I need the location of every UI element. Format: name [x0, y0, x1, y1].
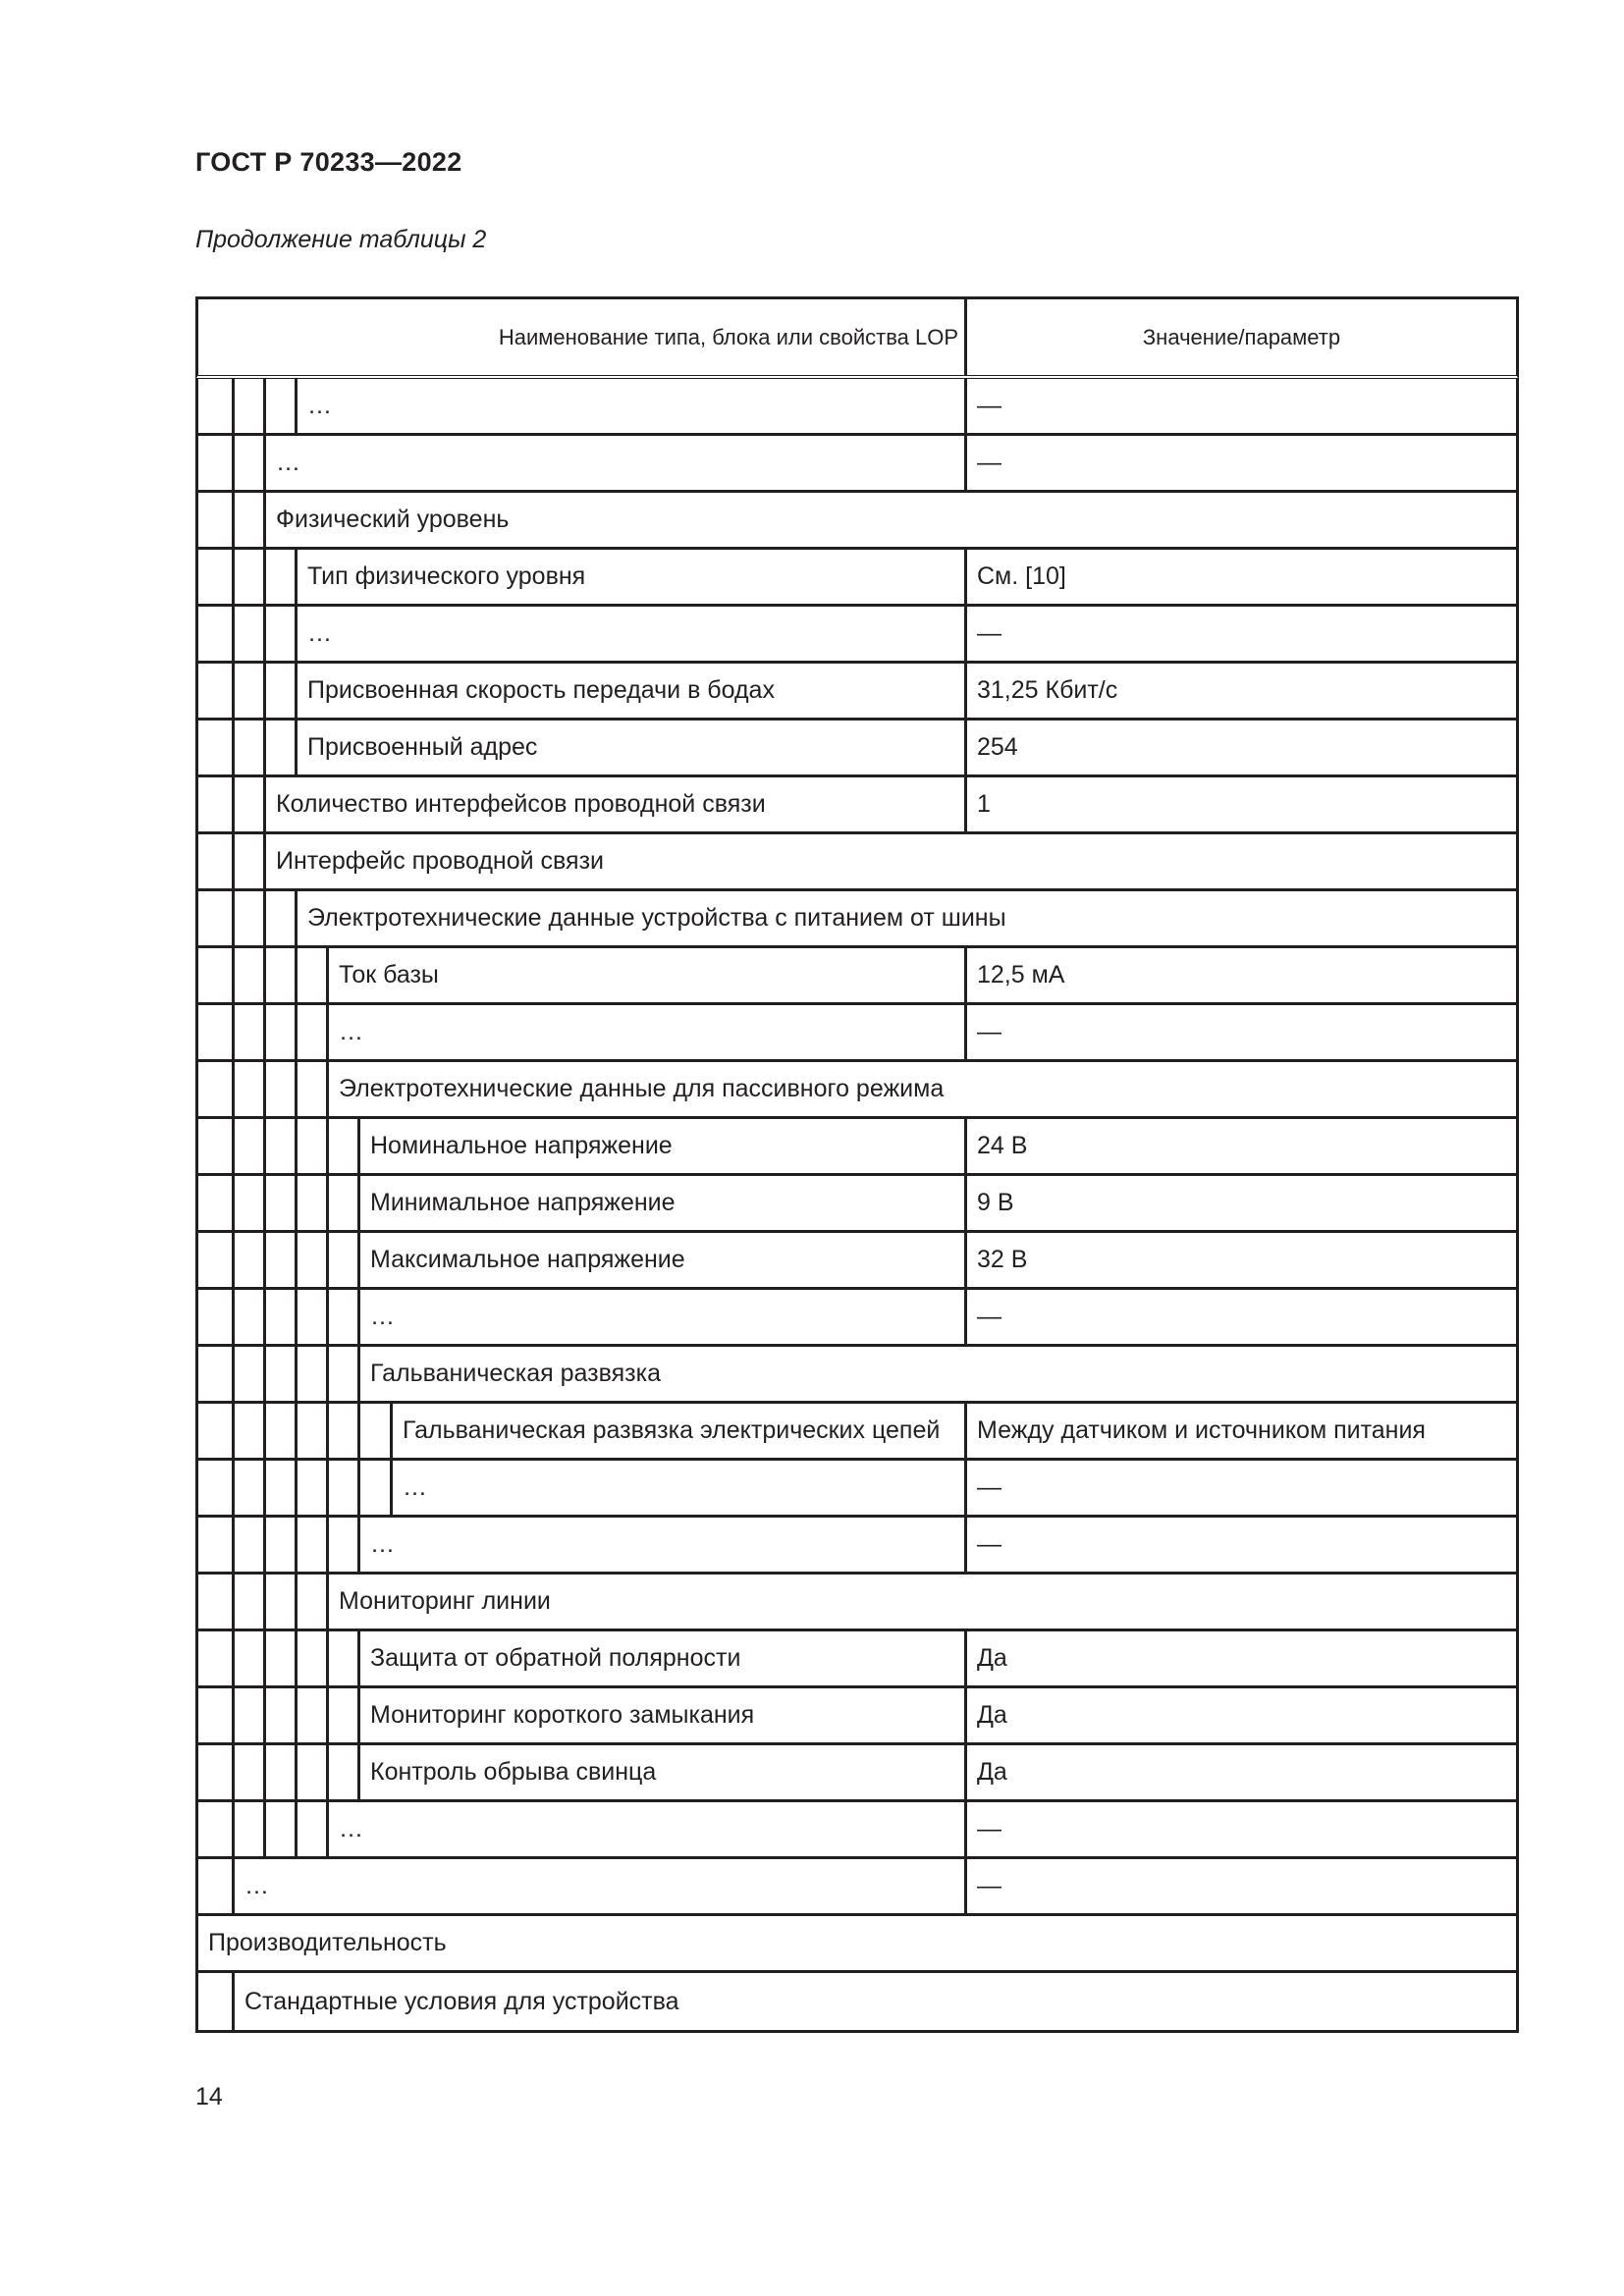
indent-rule	[232, 607, 235, 661]
row-name: Производительность	[208, 1929, 447, 1956]
indent-rule	[295, 1347, 298, 1401]
row-value: —	[964, 1290, 1516, 1344]
table-row	[195, 1005, 1519, 1062]
row-value: 9 В	[964, 1176, 1516, 1230]
indent-rule	[232, 664, 235, 718]
indent-rule	[232, 493, 235, 547]
row-name: …	[307, 392, 332, 419]
column-header-value: Значение/параметр	[964, 299, 1516, 375]
table-row	[195, 834, 1519, 891]
indent-rule	[295, 1461, 298, 1515]
indent-rule	[232, 948, 235, 1002]
table-row	[195, 1290, 1519, 1347]
indent-rule	[232, 1062, 235, 1116]
row-name: …	[339, 1815, 363, 1842]
row-name: Количество интерфейсов проводной связи	[276, 790, 766, 818]
indent-rule	[357, 1404, 360, 1458]
indent-rule	[232, 1688, 235, 1742]
table-row	[195, 948, 1519, 1005]
indent-rule	[232, 1233, 235, 1287]
row-name: Присвоенный адрес	[307, 733, 538, 761]
indent-rule	[232, 1347, 235, 1401]
row-name: Защита от обратной полярности	[370, 1644, 741, 1672]
indent-rule	[232, 1290, 235, 1344]
table-row	[195, 1233, 1519, 1290]
indent-rule	[263, 1404, 266, 1458]
table-row	[195, 1688, 1519, 1745]
row-name: …	[403, 1473, 427, 1501]
indent-rule	[232, 1404, 235, 1458]
indent-rule	[263, 1461, 266, 1515]
table-row	[195, 1916, 1519, 1973]
indent-rule	[326, 1233, 329, 1287]
indent-rule	[326, 1518, 329, 1572]
row-value: —	[964, 1461, 1516, 1515]
row-name: Максимальное напряжение	[370, 1246, 685, 1273]
indent-rule	[263, 664, 266, 718]
table-row	[195, 550, 1519, 607]
indent-rule	[263, 1347, 266, 1401]
row-value: См. [10]	[964, 550, 1516, 604]
indent-rule	[326, 1461, 329, 1515]
indent-rule	[263, 1005, 266, 1059]
indent-rule	[326, 1119, 329, 1173]
row-name: …	[244, 1872, 269, 1899]
indent-rule	[295, 1745, 298, 1799]
indent-rule	[232, 1631, 235, 1685]
row-name: …	[307, 619, 332, 647]
indent-rule	[232, 550, 235, 604]
table-row	[195, 721, 1519, 777]
row-name: Электротехнические данные устройства с питанием от шины	[307, 904, 1006, 932]
row-name: Гальваническая развязка электрических цепей	[403, 1416, 941, 1444]
row-name: Присвоенная скорость передачи в бодах	[307, 676, 775, 704]
spec-table	[195, 296, 1519, 2033]
indent-rule	[232, 777, 235, 831]
indent-rule	[232, 721, 235, 774]
row-value: —	[964, 1859, 1516, 1913]
document-code: ГОСТ Р 70233—2022	[195, 147, 462, 177]
table-row	[195, 1461, 1519, 1518]
table-caption: Продолжение таблицы 2	[195, 226, 487, 253]
indent-rule	[326, 1631, 329, 1685]
indent-rule	[326, 1347, 329, 1401]
indent-rule	[263, 1802, 266, 1856]
indent-rule	[295, 1233, 298, 1287]
indent-rule	[357, 1461, 360, 1515]
indent-rule	[295, 1404, 298, 1458]
row-name: Мониторинг линии	[339, 1587, 551, 1615]
row-value: —	[964, 379, 1516, 433]
indent-rule	[326, 1176, 329, 1230]
indent-rule	[326, 1404, 329, 1458]
indent-rule	[295, 1119, 298, 1173]
indent-rule	[232, 1802, 235, 1856]
row-name: Физический уровень	[276, 506, 510, 533]
indent-rule	[232, 891, 235, 945]
indent-rule	[295, 1631, 298, 1685]
indent-rule	[263, 1062, 266, 1116]
table-row	[195, 1859, 1519, 1916]
row-value: 12,5 мА	[964, 948, 1516, 1002]
indent-rule	[295, 1518, 298, 1572]
row-value: Да	[964, 1688, 1516, 1742]
indent-rule	[263, 1119, 266, 1173]
row-name: Тип физического уровня	[307, 562, 586, 590]
table-body	[195, 379, 1519, 2030]
indent-rule	[232, 1119, 235, 1173]
indent-rule	[263, 550, 266, 604]
table-header-row	[195, 299, 1519, 379]
row-value: Да	[964, 1631, 1516, 1685]
column-header-name: Наименование типа, блока или свойства LOP	[498, 324, 958, 349]
table-row	[195, 379, 1519, 436]
indent-rule	[232, 1461, 235, 1515]
row-value: 1	[964, 777, 1516, 831]
row-name: Гальваническая развязка	[370, 1360, 662, 1387]
table-row	[195, 1631, 1519, 1688]
indent-rule	[326, 1290, 329, 1344]
table-row	[195, 1119, 1519, 1176]
row-value: —	[964, 607, 1516, 661]
row-value: 254	[964, 721, 1516, 774]
table-row	[195, 1745, 1519, 1802]
row-name: …	[370, 1530, 395, 1558]
table-row	[195, 1404, 1519, 1461]
indent-rule	[263, 1233, 266, 1287]
row-value: —	[964, 1518, 1516, 1572]
row-name: Стандартные условия для устройства	[244, 1987, 679, 2015]
table-row	[195, 1176, 1519, 1233]
row-value: Да	[964, 1745, 1516, 1799]
row-name: Минимальное напряжение	[370, 1189, 676, 1216]
table-row	[195, 1518, 1519, 1575]
indent-rule	[263, 1631, 266, 1685]
indent-rule	[295, 1290, 298, 1344]
row-value: —	[964, 436, 1516, 490]
indent-rule	[232, 834, 235, 888]
indent-rule	[295, 1575, 298, 1629]
row-name: …	[339, 1018, 363, 1045]
table-row	[195, 493, 1519, 550]
table-row	[195, 607, 1519, 664]
row-value: —	[964, 1005, 1516, 1059]
table-row	[195, 891, 1519, 948]
row-name: Интерфейс проводной связи	[276, 847, 605, 875]
indent-rule	[232, 1518, 235, 1572]
table-row	[195, 1347, 1519, 1404]
table-row	[195, 664, 1519, 721]
indent-rule	[295, 948, 298, 1002]
indent-rule	[232, 1575, 235, 1629]
indent-rule	[263, 607, 266, 661]
table-row	[195, 777, 1519, 834]
row-value: —	[964, 1802, 1516, 1856]
indent-rule	[326, 1745, 329, 1799]
indent-rule	[232, 1005, 235, 1059]
indent-rule	[326, 1688, 329, 1742]
row-name: Ток базы	[339, 961, 439, 988]
row-name: Контроль обрыва свинца	[370, 1758, 657, 1786]
row-value: 31,25 Кбит/с	[964, 664, 1516, 718]
table-row	[195, 1062, 1519, 1119]
page-number: 14	[195, 2083, 223, 2110]
indent-rule	[263, 1575, 266, 1629]
row-value: 24 В	[964, 1119, 1516, 1173]
indent-rule	[263, 1518, 266, 1572]
indent-rule	[263, 1745, 266, 1799]
table-row	[195, 1802, 1519, 1859]
row-name: Номинальное напряжение	[370, 1132, 673, 1159]
indent-rule	[263, 948, 266, 1002]
table-row	[195, 1973, 1519, 2030]
row-name: Мониторинг короткого замыкания	[370, 1701, 755, 1729]
indent-rule	[295, 1005, 298, 1059]
indent-rule	[263, 891, 266, 945]
row-value: Между датчиком и источником питания	[964, 1404, 1516, 1458]
table-row	[195, 436, 1519, 493]
table-row	[195, 1575, 1519, 1631]
row-name: Электротехнические данные для пассивного режима	[339, 1075, 945, 1102]
indent-rule	[295, 1802, 298, 1856]
indent-rule	[295, 1176, 298, 1230]
row-name: …	[370, 1303, 395, 1330]
indent-rule	[295, 1062, 298, 1116]
indent-rule	[263, 1688, 266, 1742]
row-value: 32 В	[964, 1233, 1516, 1287]
indent-rule	[232, 1745, 235, 1799]
indent-rule	[263, 1176, 266, 1230]
indent-rule	[295, 1688, 298, 1742]
indent-rule	[263, 379, 266, 433]
indent-rule	[263, 1290, 266, 1344]
indent-rule	[232, 379, 235, 433]
indent-rule	[232, 1176, 235, 1230]
row-name: …	[276, 449, 300, 476]
indent-rule	[232, 436, 235, 490]
indent-rule	[263, 721, 266, 774]
